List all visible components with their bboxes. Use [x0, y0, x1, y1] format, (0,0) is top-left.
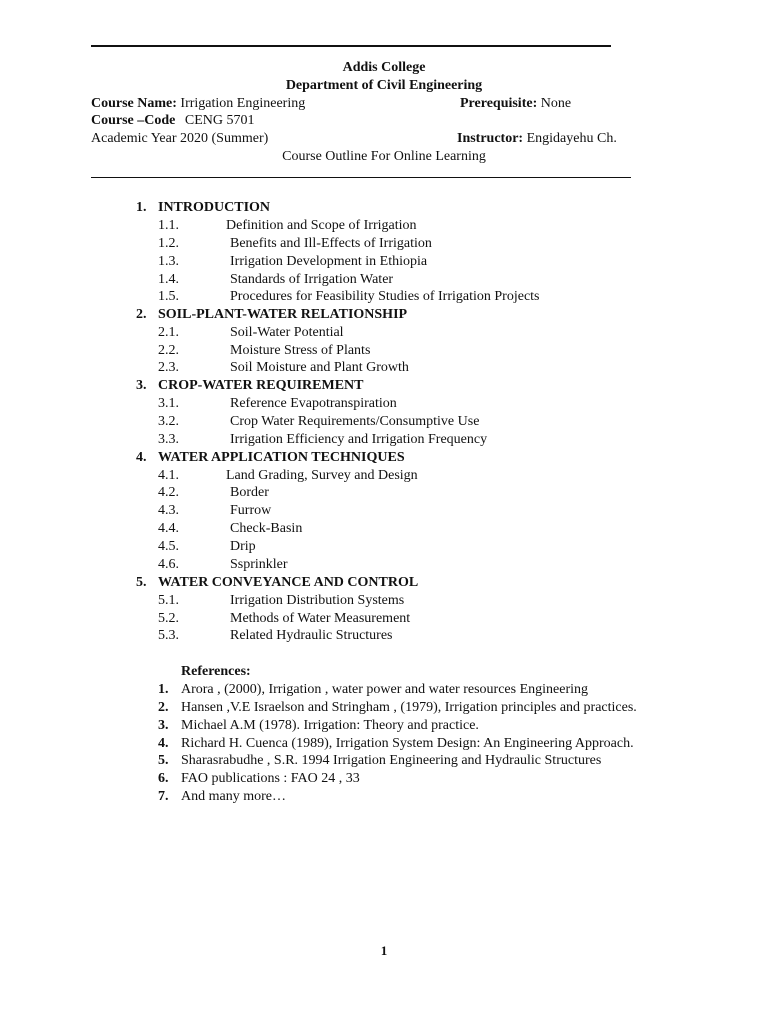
section-number: 1.	[136, 200, 147, 215]
outline-item	[158, 467, 418, 485]
item-number: 2.1.	[158, 325, 179, 340]
course-name-label: Course Name:	[91, 96, 177, 111]
item-text: Furrow	[230, 503, 272, 518]
outline-item	[158, 556, 288, 574]
outline-item	[158, 484, 269, 502]
outline-item	[158, 235, 432, 253]
section-number: 4.	[136, 450, 147, 465]
section-heading	[136, 199, 270, 217]
item-number: 5.2.	[158, 611, 179, 626]
references-title: References:	[181, 664, 251, 679]
course-name-line	[91, 95, 305, 113]
section-title: WATER APPLICATION TECHNIQUES	[158, 450, 405, 465]
item-number: 4.5.	[158, 539, 179, 554]
reference-text: Michael A.M (1978). Irrigation: Theory and practice.	[181, 718, 479, 733]
outline-item	[158, 431, 487, 449]
reference-item	[158, 770, 360, 788]
instructor-line	[457, 130, 617, 148]
outline-item	[158, 592, 404, 610]
reference-text: Arora , (2000), Irrigation , water power and water resources Engineering	[181, 682, 589, 697]
item-number: 1.1.	[158, 218, 179, 233]
section-heading	[136, 306, 407, 324]
item-number: 1.5.	[158, 289, 179, 304]
item-number: 5.3.	[158, 628, 179, 643]
outline-item	[158, 413, 479, 431]
reference-item	[158, 735, 634, 753]
course-code-label: Course –Code	[91, 113, 176, 128]
academic-year: Academic Year 2020 (Summer)	[91, 131, 269, 146]
section-heading	[136, 377, 363, 395]
reference-number: 4.	[158, 736, 169, 751]
item-text: Related Hydraulic Structures	[230, 628, 393, 643]
instructor-label: Instructor:	[457, 131, 524, 146]
item-number: 4.3.	[158, 503, 179, 518]
prerequisite-label: Prerequisite:	[460, 96, 538, 111]
item-text: Land Grading, Survey and Design	[226, 468, 418, 483]
reference-number: 7.	[158, 789, 169, 804]
item-number: 2.3.	[158, 360, 179, 375]
item-number: 4.2.	[158, 485, 179, 500]
item-text: Irrigation Development in Ethiopia	[230, 254, 428, 269]
item-number: 1.2.	[158, 236, 179, 251]
outline-item	[158, 395, 397, 413]
outline-item	[158, 610, 410, 628]
department-name: Department of Civil Engineering	[285, 78, 483, 93]
item-text: Methods of Water Measurement	[230, 611, 411, 626]
prerequisite-line	[460, 95, 571, 113]
reference-item	[158, 681, 588, 699]
item-number: 5.1.	[158, 593, 179, 608]
item-text: Crop Water Requirements/Consumptive Use	[230, 414, 480, 429]
section-heading	[136, 449, 405, 467]
header-divider	[91, 177, 631, 178]
item-number: 3.1.	[158, 396, 179, 411]
section-title: CROP-WATER REQUIREMENT	[158, 378, 364, 393]
reference-text: FAO publications : FAO 24 , 33	[181, 771, 360, 786]
outline-item	[158, 324, 344, 342]
college-name: Addis College	[342, 60, 426, 75]
outline-item	[158, 342, 370, 360]
course-name-value: Irrigation Engineering	[180, 96, 306, 111]
outline-item	[158, 520, 302, 538]
section-title: WATER CONVEYANCE AND CONTROL	[158, 575, 419, 590]
reference-item	[158, 717, 479, 735]
instructor-value: Engidayehu Ch.	[526, 131, 617, 146]
outline-item	[158, 359, 409, 377]
reference-text: Hansen ,V.E Israelson and Stringham , (1979), Irrigation principles and practices.	[181, 700, 637, 715]
item-number: 3.2.	[158, 414, 179, 429]
item-text: Check-Basin	[230, 521, 303, 536]
item-number: 2.2.	[158, 343, 179, 358]
item-text: Procedures for Feasibility Studies of Irrigation Projects	[230, 289, 540, 304]
item-text: Moisture Stress of Plants	[230, 343, 371, 358]
item-number: 4.4.	[158, 521, 179, 536]
section-number: 3.	[136, 378, 147, 393]
item-number: 1.4.	[158, 272, 179, 287]
outline-item	[158, 288, 540, 306]
item-number: 3.3.	[158, 432, 179, 447]
section-number: 2.	[136, 307, 147, 322]
item-text: Irrigation Efficiency and Irrigation Frequency	[230, 432, 488, 447]
section-title: INTRODUCTION	[158, 200, 271, 215]
section-number: 5.	[136, 575, 147, 590]
reference-text: Richard H. Cuenca (1989), Irrigation System Design: An Engineering Approach.	[181, 736, 634, 751]
reference-number: 5.	[158, 753, 169, 768]
course-code-value: CENG 5701	[184, 113, 255, 128]
item-text: Ssprinkler	[230, 557, 288, 572]
item-text: Soil-Water Potential	[230, 325, 344, 340]
outline-item	[158, 538, 256, 556]
item-number: 1.3.	[158, 254, 179, 269]
reference-text: And many more…	[181, 789, 286, 804]
reference-number: 6.	[158, 771, 169, 786]
item-text: Standards of Irrigation Water	[230, 272, 394, 287]
item-number: 4.1.	[158, 468, 179, 483]
outline-item	[158, 253, 427, 271]
reference-text: Sharasrabudhe , S.R. 1994 Irrigation Engineering and Hydraulic Structures	[181, 753, 602, 768]
item-text: Definition and Scope of Irrigation	[226, 218, 417, 233]
item-text: Soil Moisture and Plant Growth	[230, 360, 409, 375]
top-rule	[91, 45, 611, 47]
reference-number: 3.	[158, 718, 169, 733]
section-heading	[136, 574, 418, 592]
item-text: Benefits and Ill-Effects of Irrigation	[230, 236, 432, 251]
reference-item	[158, 788, 286, 806]
course-code-line	[91, 112, 255, 130]
item-text: Drip	[230, 539, 256, 554]
item-text: Reference Evapotranspiration	[230, 396, 397, 411]
reference-number: 2.	[158, 700, 169, 715]
item-number: 4.6.	[158, 557, 179, 572]
outline-item	[158, 627, 393, 645]
outline-item	[158, 217, 417, 235]
section-title: SOIL-PLANT-WATER RELATIONSHIP	[158, 307, 408, 322]
prerequisite-value: None	[540, 96, 572, 111]
reference-item	[158, 752, 601, 770]
outline-item	[158, 502, 271, 520]
page-number: 1	[380, 943, 388, 958]
item-text: Irrigation Distribution Systems	[230, 593, 405, 608]
outline-title: Course Outline For Online Learning	[282, 149, 486, 164]
item-text: Border	[230, 485, 269, 500]
reference-item	[158, 699, 637, 717]
reference-number: 1.	[158, 682, 169, 697]
outline-item	[158, 271, 393, 289]
